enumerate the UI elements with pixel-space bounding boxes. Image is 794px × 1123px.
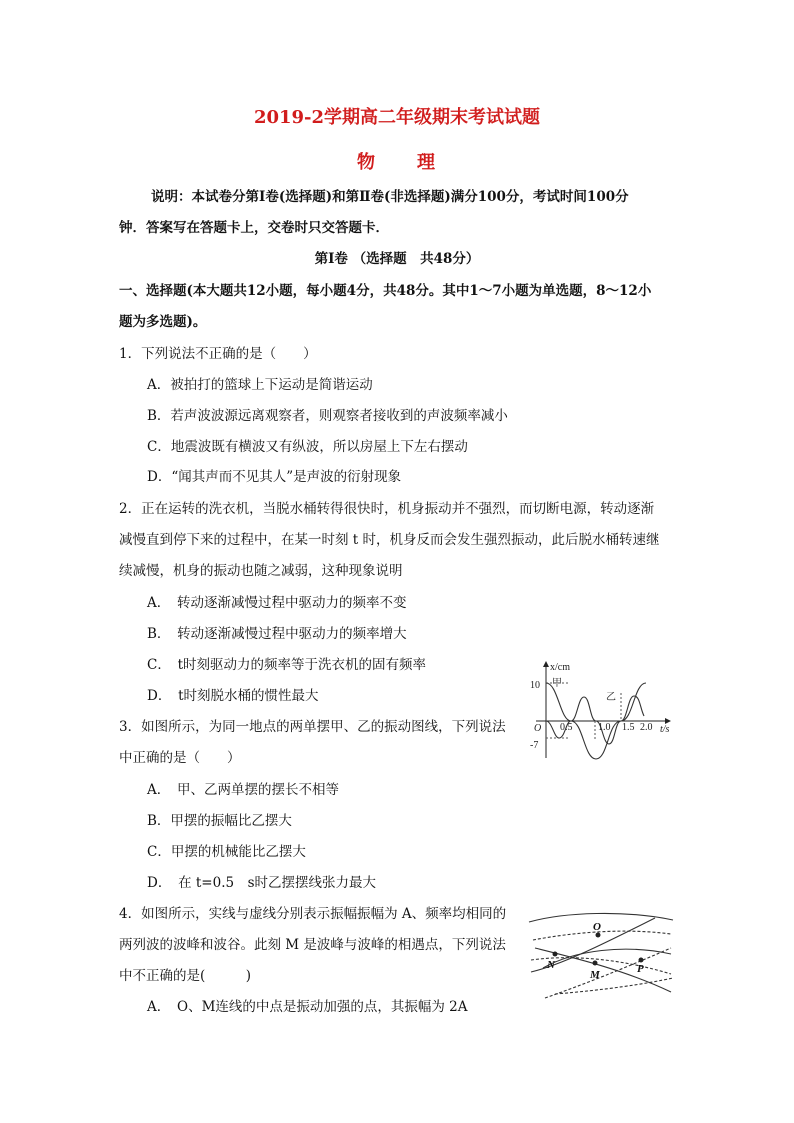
q2-line-1: 2．正在运转的洗衣机，当脱水桶转得很快时，机身振动并不强烈，而切断电源，转动逐渐 — [119, 501, 655, 517]
x-axis-label: t/s — [660, 724, 670, 735]
q3-option-c: C．甲摆的机械能比乙摆大 — [147, 844, 306, 860]
subject-title: 物 理 — [357, 152, 437, 173]
y-tick-top: 10 — [530, 680, 540, 691]
q3-line-2: 中正确的是（ ） — [119, 750, 241, 766]
curve-yi — [546, 696, 644, 744]
q2-option-a: A． 转动逐渐减慢过程中驱动力的频率不变 — [147, 595, 407, 611]
label-o: O — [593, 921, 601, 933]
x-tick-15: 1.5 — [622, 722, 635, 733]
part1-title: 第Ⅰ卷 （选择题 共48分） — [314, 251, 480, 267]
instructions-line-1: 说明：本试卷分第Ⅰ卷(选择题)和第Ⅱ卷(非选择题)满分100分，考试时间100分 — [151, 189, 629, 205]
exam-title: 2019-2学期高二年级期末考试试题 — [253, 107, 541, 128]
q2-line-2: 减慢直到停下来的过程中，在某一时刻 t 时，机身反而会发生强烈振动，此后脱水桶转速继 — [119, 532, 660, 548]
y-tick-bottom: -7 — [530, 740, 539, 751]
q1-option-d: D．“闻其声而不见其人”是声波的衍射现象 — [147, 469, 402, 485]
x-tick-20: 2.0 — [640, 722, 653, 733]
label-m: M — [590, 969, 600, 981]
oscillation-graph-figure — [528, 658, 678, 770]
label-p: P — [637, 963, 644, 975]
q2-line-3: 续减慢，机身的振动也随之减弱，这种现象说明 — [119, 563, 403, 579]
q4-line-1: 4．如图所示，实线与虚线分别表示振幅振幅为 A、频率均相同的 — [119, 906, 507, 922]
q2-option-d: D． t时刻脱水桶的惯性最大 — [147, 688, 319, 704]
label-yi: 乙 — [606, 692, 616, 703]
q2-option-c: C． t时刻驱动力的频率等于洗衣机的固有频率 — [147, 657, 427, 673]
instructions-line-2: 钟．答案写在答题卡上，交卷时只交答题卡． — [119, 220, 389, 236]
point-p — [639, 958, 644, 963]
x-tick-10: 1.0 — [598, 722, 611, 733]
x-tick-05: 0.5 — [560, 722, 573, 733]
wave-interference-figure — [525, 908, 677, 1004]
label-n: N — [547, 959, 555, 971]
q3-option-a: A． 甲、乙两单摆的摆长不相等 — [147, 782, 339, 798]
q4-line-3: 中不正确的是( ) — [119, 968, 252, 984]
point-o — [596, 933, 601, 938]
q1-stem: 1．下列说法不正确的是（ ） — [119, 346, 317, 362]
q2-option-b: B． 转动逐渐减慢过程中驱动力的频率增大 — [147, 626, 407, 642]
point-m — [593, 961, 598, 966]
q3-option-b: B．甲摆的振幅比乙摆大 — [147, 813, 292, 829]
y-axis-label: x/cm — [550, 662, 570, 673]
section1-line-2: 题为多选题)。 — [119, 314, 207, 330]
section1-line-1: 一、选择题(本大题共12小题，每小题4分，共48分。其中1～7小题为单选题，8～12小 — [119, 283, 652, 299]
q1-option-a: A．被拍打的篮球上下运动是简谐运动 — [147, 377, 373, 393]
point-n — [553, 952, 558, 957]
q4-option-a: A． O、M连线的中点是振动加强的点，其振幅为 2A — [147, 999, 468, 1015]
q1-option-b: B．若声波波源远离观察者，则观察者接收到的声波频率减小 — [147, 408, 508, 424]
q3-line-1: 3．如图所示，为同一地点的两单摆甲、乙的振动图线，下列说法 — [119, 719, 506, 735]
q3-option-d: D． 在 t=0.5 s时乙摆摆线张力最大 — [147, 875, 376, 891]
q4-line-2: 两列波的波峰和波谷。此刻 M 是波峰与波峰的相遇点，下列说法 — [119, 937, 506, 953]
label-jia: 甲 — [552, 678, 562, 689]
origin-label: O — [534, 723, 542, 734]
q1-option-c: C．地震波既有横波又有纵波，所以房屋上下左右摆动 — [147, 439, 468, 455]
